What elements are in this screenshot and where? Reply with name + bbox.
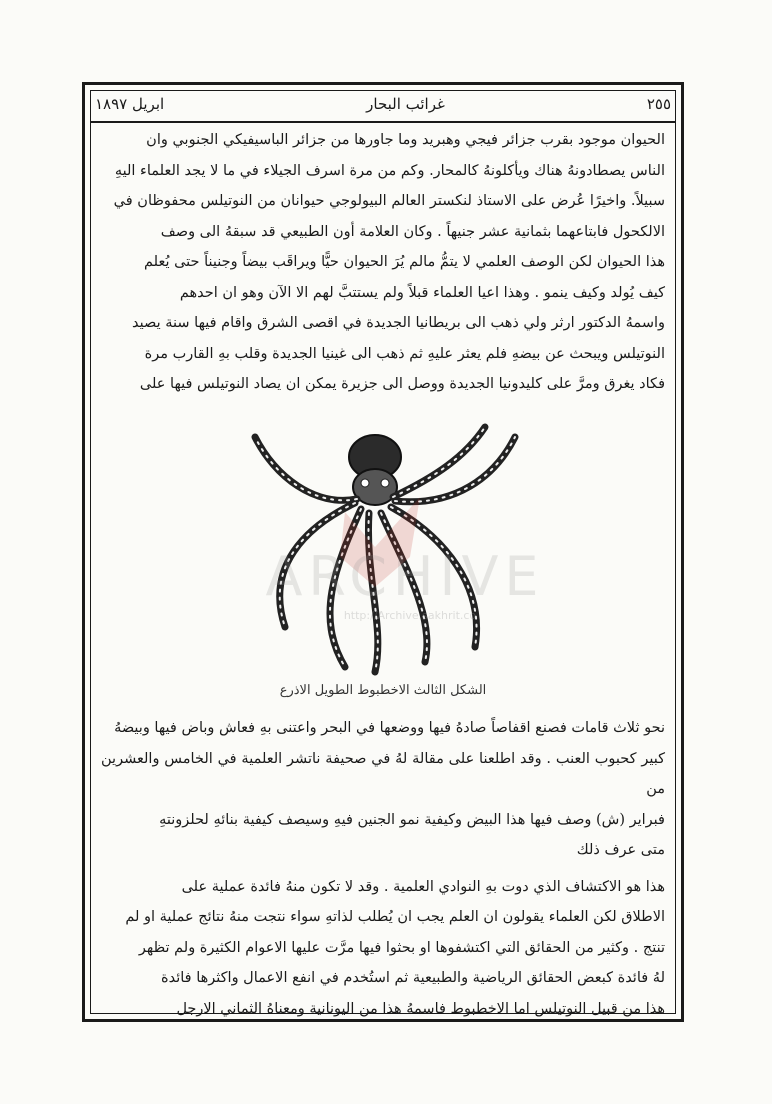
text-line: متى عرف ذلك — [576, 842, 665, 858]
text-line: واسمهُ الدكتور ارثر ولي ذهب الى بريطانيا الجديدة في اقصى الشرق واقام فيها سنة يصيد — [132, 315, 665, 331]
text-line: كيف يُولد وكيف ينمو . وهذا اعيا العلماء قبلاً ولم يستتبَّ لهم الا الآن وهو ان احدهم — [179, 284, 665, 301]
text-line: كبير كحبوب العنب . وقد اطلعنا على مقالة لهُ في صحيفة ناتشر العلمية في الخامس والعشرين من — [101, 750, 665, 797]
running-title: غرائب البحار — [366, 95, 445, 113]
text-line: سبيلاً. واخيرًا عُرض على الاستاذ لنكستر العالم البيولوجي حيوانان من النوتيلس محفوظان في — [113, 193, 665, 209]
text-line: فكاد يغرق ومرَّ على كليدونيا الجديدة ووصل الى جزيرة يمكن ان يصاد النوتيلس فيها على — [139, 376, 665, 392]
octopus-illustration-icon — [235, 417, 535, 687]
text-line: الاطلاق لكن العلماء يقولون ان العلم يجب ان يُطلب لذاتهِ سواء نتجت منهُ نتائج عملية او لم — [125, 909, 665, 925]
page-frame — [82, 82, 684, 1022]
page-number: ٢٥٥ — [646, 95, 671, 113]
text-line: هذا الحيوان لكن الوصف العلمي لا يتمُّ مالم يُرَ الحيوان حيًّا ويراقَب بيضاً وجنيناً حتى يُعلم — [144, 254, 665, 270]
figure-caption: الشكل الثالث الاخطبوط الطويل الاذرع — [279, 683, 487, 698]
text-line: تنتج . وكثير من الحقائق التي اكتشفوها او بحثوا فيها مرَّت عليها الاعوام الكثيرة ولم تظهر — [138, 939, 665, 956]
watermark-text: ARCHIVE — [265, 545, 545, 608]
watermark-url: http://Archive.sakhrit.co — [343, 609, 477, 622]
text-line: لهُ فائدة كبعض الحقائق الرياضية والطبيعية ثم استُخدم في انفع الاعمال واكثرها فائدة — [161, 970, 665, 986]
issue-date: ابريل ١٨٩٧ — [95, 95, 165, 113]
body-text-bottom — [101, 713, 665, 1024]
text-line: هذا من قبيل النوتيلس اما الاخطبوط فاسمهُ هذا من اليونانية ومعناهُ الثماني الارجل — [176, 1000, 665, 1017]
text-line: هذا هو الاكتشاف الذي دوت بهِ النوادي العلمية . وقد لا تكون منهُ فائدة عملية على — [181, 878, 665, 895]
text-line: الالكحول فابتاعهما بثمانية عشر جنيهاً . وكان العلامة أون الطبيعي قد سبقهُ الى وصف — [160, 223, 665, 240]
body-text-top — [101, 125, 665, 400]
text-line: الحيوان موجود بقرب جزائر فيجي وهبريد وما جاورها من جزائر الباسيفيكي الجنوبي وان — [146, 132, 665, 148]
header-rule — [91, 121, 675, 123]
text-line: نحو ثلاث قامات فصنع اقفاصاً صادهُ فيها ووضعها في البحر واعتنى بهِ فعاش وباض فيها وبيضهُ — [114, 720, 665, 736]
text-line: النوتيلس ويبحث عن بيضهِ فلم يعثر عليهِ ثم ذهب الى غينيا الجديدة وقلب بهِ القارب مرة — [144, 345, 665, 362]
running-header — [95, 91, 671, 117]
text-line: فبراير (ش) وصف فيها هذا البيض وكيفية نمو الجنين فيهِ وسيصف كيفية بنائهِ لحلزونتهِ — [159, 811, 665, 828]
text-line: الناس يصطادونهُ هناك ويأكلونهُ كالمحار. وكم من مرة اسرف الجيلاء في ما لا يجد العلماء اليهِ — [114, 162, 665, 179]
